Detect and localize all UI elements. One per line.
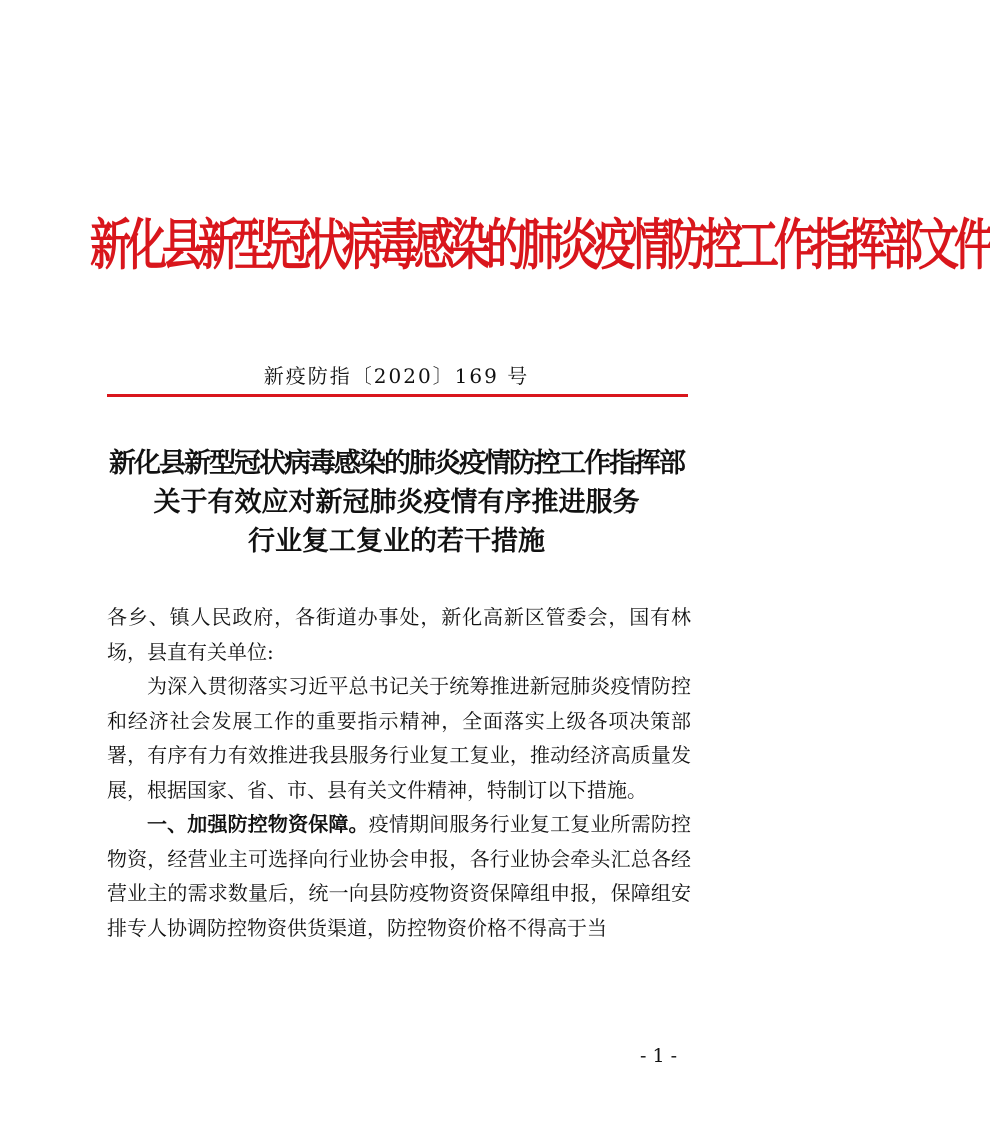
section-1-heading: 一、加强防控物资保障。 <box>147 812 369 836</box>
title-line-1: 新化县新型冠状病毒感染的肺炎疫情防控工作指挥部 <box>109 448 684 479</box>
intro-paragraph: 为深入贯彻落实习近平总书记关于统筹推进新冠肺炎疫情防控和经济社会发展工作的重要指示精神，全面落实上级各项决策部署，有序有力有效推进我县服务行业复工复业，推动经济高质量发展，根据国家、省、市、县有关文件精神，特制订以下措施。 <box>107 674 691 802</box>
section-1-text: 疫情期间服务行业复工复业所需防控物资，经营业主可选择向行业协会申报，各行业协会牵头汇总各经营业主的需求数量后，统一向县防疫物资资保障组申报，保障组安排专人协调防控物资供货渠道，防控物资价格不得高于当 <box>107 812 692 940</box>
document-number: 新疫防指〔2020〕169 号 <box>263 364 530 388</box>
page-number: - 1 - <box>640 1045 678 1067</box>
issuer-red-header: 新化县新型冠状病毒感染的肺炎疫情防控工作指挥部文件 <box>90 212 990 278</box>
section-1-paragraph <box>107 807 691 945</box>
document-title <box>80 444 713 561</box>
title-line-3: 行业复工复业的若干措施 <box>248 526 545 557</box>
title-line-2: 关于有效应对新冠肺炎疫情有序推进服务 <box>153 487 640 518</box>
red-divider-line <box>107 394 688 397</box>
salutation: 各乡、镇人民政府，各街道办事处，新化高新区管委会，国有林场，县直有关单位: <box>107 605 691 664</box>
document-body <box>107 600 691 945</box>
